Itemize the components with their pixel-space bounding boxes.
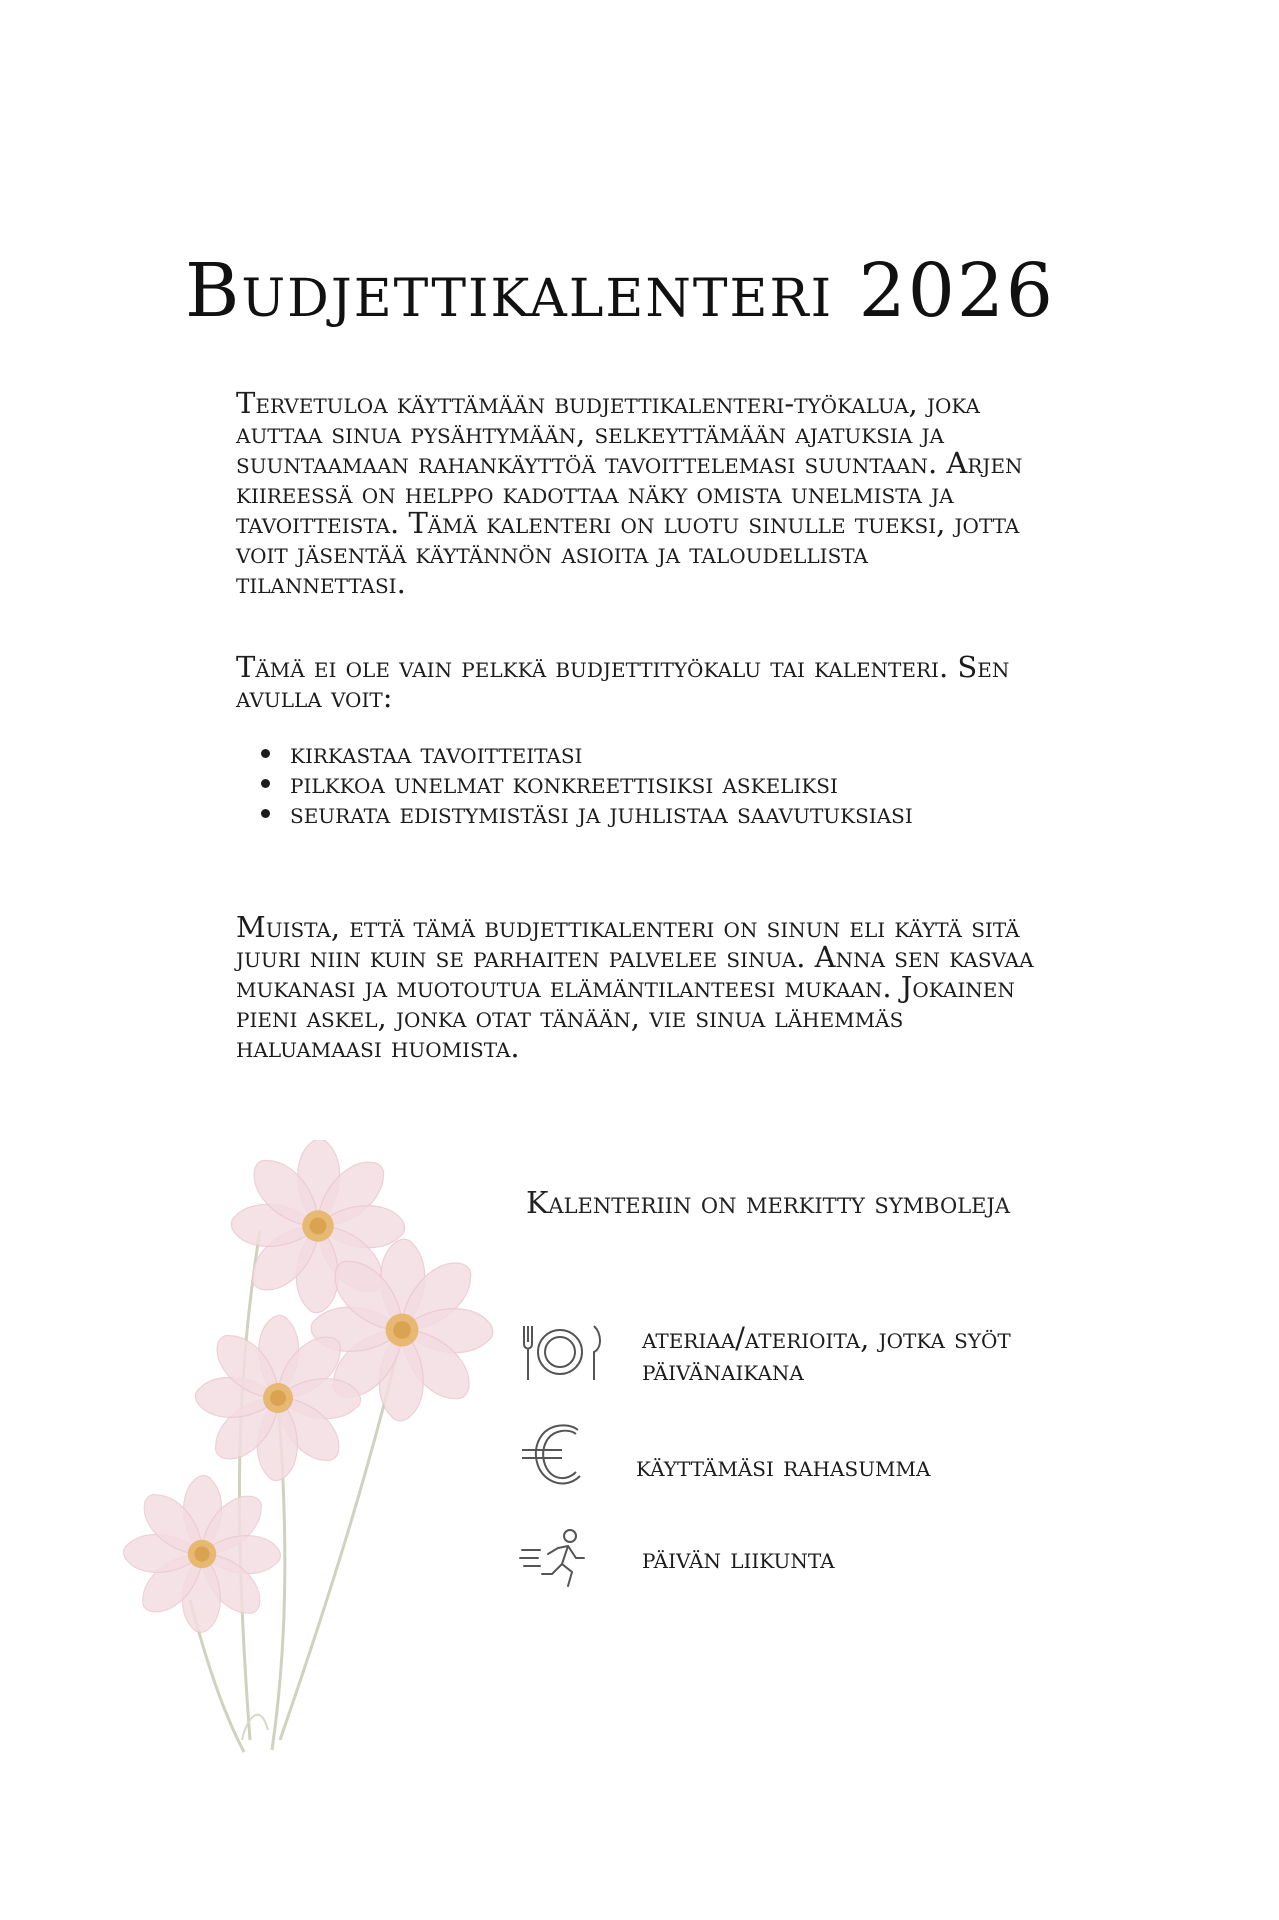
legend-item-money bbox=[518, 1420, 1138, 1500]
lead-paragraph: Tämä ei ole vain pelkkä budjettityökalu tai kalenteri. Sen avulla voit: bbox=[236, 650, 1010, 714]
list-item: • kirkastaa tavoitteitasi bbox=[286, 738, 913, 768]
legend-label-exercise: päivän liikunta bbox=[642, 1541, 835, 1575]
legend-item-exercise bbox=[518, 1528, 1138, 1608]
running-person-icon bbox=[518, 1528, 608, 1598]
plate-cutlery-icon bbox=[518, 1318, 608, 1388]
benefit-list bbox=[240, 738, 913, 828]
legend-label-meal: ateriaa/aterioita, jotka syöt päivänaikana bbox=[642, 1321, 1011, 1387]
euro-icon bbox=[518, 1420, 608, 1490]
list-item: • seurata edistymistäsi ja juhlistaa saavutuksiasi bbox=[286, 798, 913, 828]
legend-heading: Kalenteriin on merkitty symboleja bbox=[526, 1186, 1011, 1221]
list-item: • pilkkoa unelmat konkreettisiksi askeliksi bbox=[286, 768, 913, 798]
legend-label-money: käyttämäsi rahasumma bbox=[636, 1449, 931, 1483]
legend-item-meal bbox=[518, 1318, 1138, 1398]
intro-paragraph: Tervetuloa käyttämään budjettikalenteri-työkalua, joka auttaa sinua pysähtymään, selkeyttämään ajatuksia ja suuntaamaan rahankäyttöä tavoittelemasi suuntaan. Arjen kiireessä on helppo kadottaa näky omista unelmista ja tavoitteista. Tämä kalenteri on luotu sinulle tueksi, jotta voit jäsentää käytännön asioita ja taloudellista tilannettasi. bbox=[236, 386, 1023, 600]
page-title: Budjettikalenteri 2026 bbox=[184, 248, 1056, 334]
closing-paragraph: Muista, että tämä budjettikalenteri on sinun eli käytä sitä juuri niin kuin se parhaiten palvelee sinua. Anna sen kasvaa mukanasi ja muotoutua elämäntilanteesi mukaan. Jokainen pieni askel, jonka otat tänään, vie sinua lähemmäs haluamaasi huomista. bbox=[236, 910, 1034, 1064]
flower-illustration bbox=[120, 1140, 500, 1760]
